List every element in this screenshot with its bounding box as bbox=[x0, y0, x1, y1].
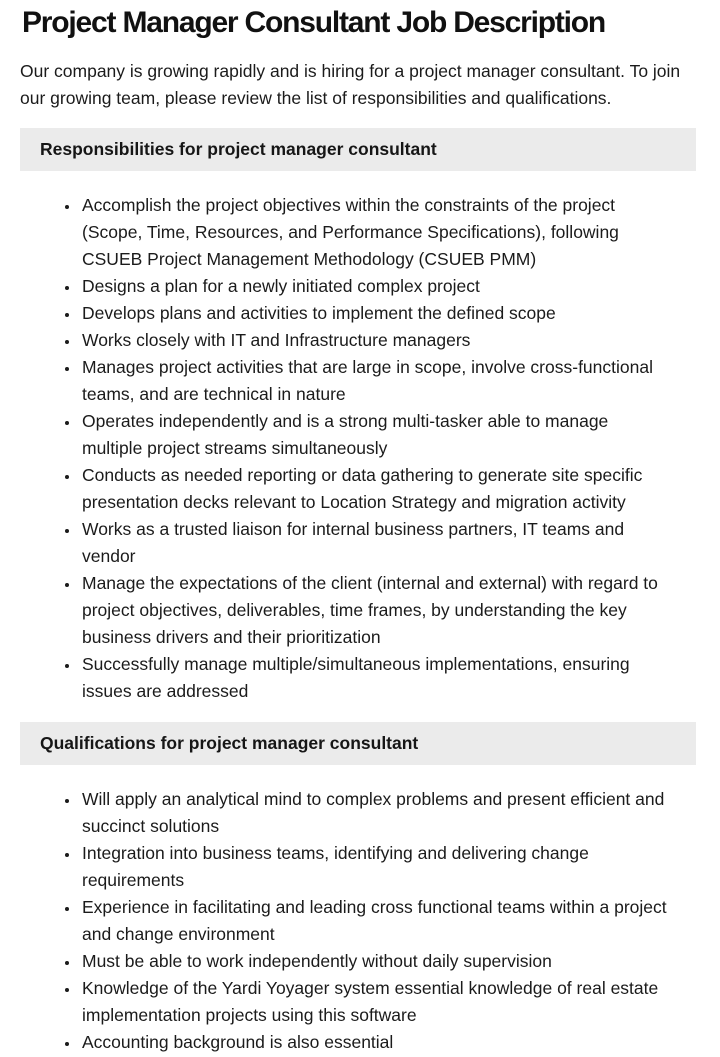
section-qualifications bbox=[20, 722, 700, 1056]
list-item: • Works as a trusted liaison for internal business partners, IT teams and vendor bbox=[80, 516, 672, 570]
list-item: • Accomplish the project objectives within the constraints of the project (Scope, Time, Resources, and Performance Specifications), following CSUEB Project Management Methodology (CSUEB PMM) bbox=[80, 192, 672, 273]
list-item: • Integration into business teams, identifying and delivering change requirements bbox=[80, 840, 672, 894]
list-item: • Operates independently and is a strong multi-tasker able to manage multiple project streams simultaneously bbox=[80, 408, 672, 462]
responsibilities-list bbox=[20, 192, 672, 705]
section-heading-qualifications: Qualifications for project manager consultant bbox=[20, 722, 696, 765]
section-responsibilities bbox=[20, 128, 700, 705]
list-item: • Must be able to work independently without daily supervision bbox=[80, 948, 672, 975]
list-item: • Develops plans and activities to implement the defined scope bbox=[80, 300, 672, 327]
section-heading-responsibilities: Responsibilities for project manager consultant bbox=[20, 128, 696, 171]
list-item: • Successfully manage multiple/simultaneous implementations, ensuring issues are addressed bbox=[80, 651, 672, 705]
list-item: • Experience in facilitating and leading cross functional teams within a project and change environment bbox=[80, 894, 672, 948]
qualifications-list bbox=[20, 786, 672, 1056]
list-item: • Conducts as needed reporting or data gathering to generate site specific presentation decks relevant to Location Strategy and migration activity bbox=[80, 462, 672, 516]
page-title: Project Manager Consultant Job Description bbox=[22, 6, 606, 39]
intro-paragraph: Our company is growing rapidly and is hiring for a project manager consultant. To join our growing team, please review the list of responsibilities and qualifications. bbox=[20, 61, 681, 108]
list-item: • Will apply an analytical mind to complex problems and present efficient and succinct solutions bbox=[80, 786, 672, 840]
list-item: • Works closely with IT and Infrastructure managers bbox=[80, 327, 672, 354]
list-item: • Knowledge of the Yardi Yoyager system essential knowledge of real estate implementation projects using this software bbox=[80, 975, 672, 1029]
list-item: • Manages project activities that are large in scope, involve cross-functional teams, and are technical in nature bbox=[80, 354, 672, 408]
list-item: • Manage the expectations of the client (internal and external) with regard to project objectives, deliverables, time frames, by understanding the key business drivers and their prioritization bbox=[80, 570, 672, 651]
list-item: • Designs a plan for a newly initiated complex project bbox=[80, 273, 672, 300]
list-item: • Accounting background is also essential bbox=[80, 1029, 672, 1056]
